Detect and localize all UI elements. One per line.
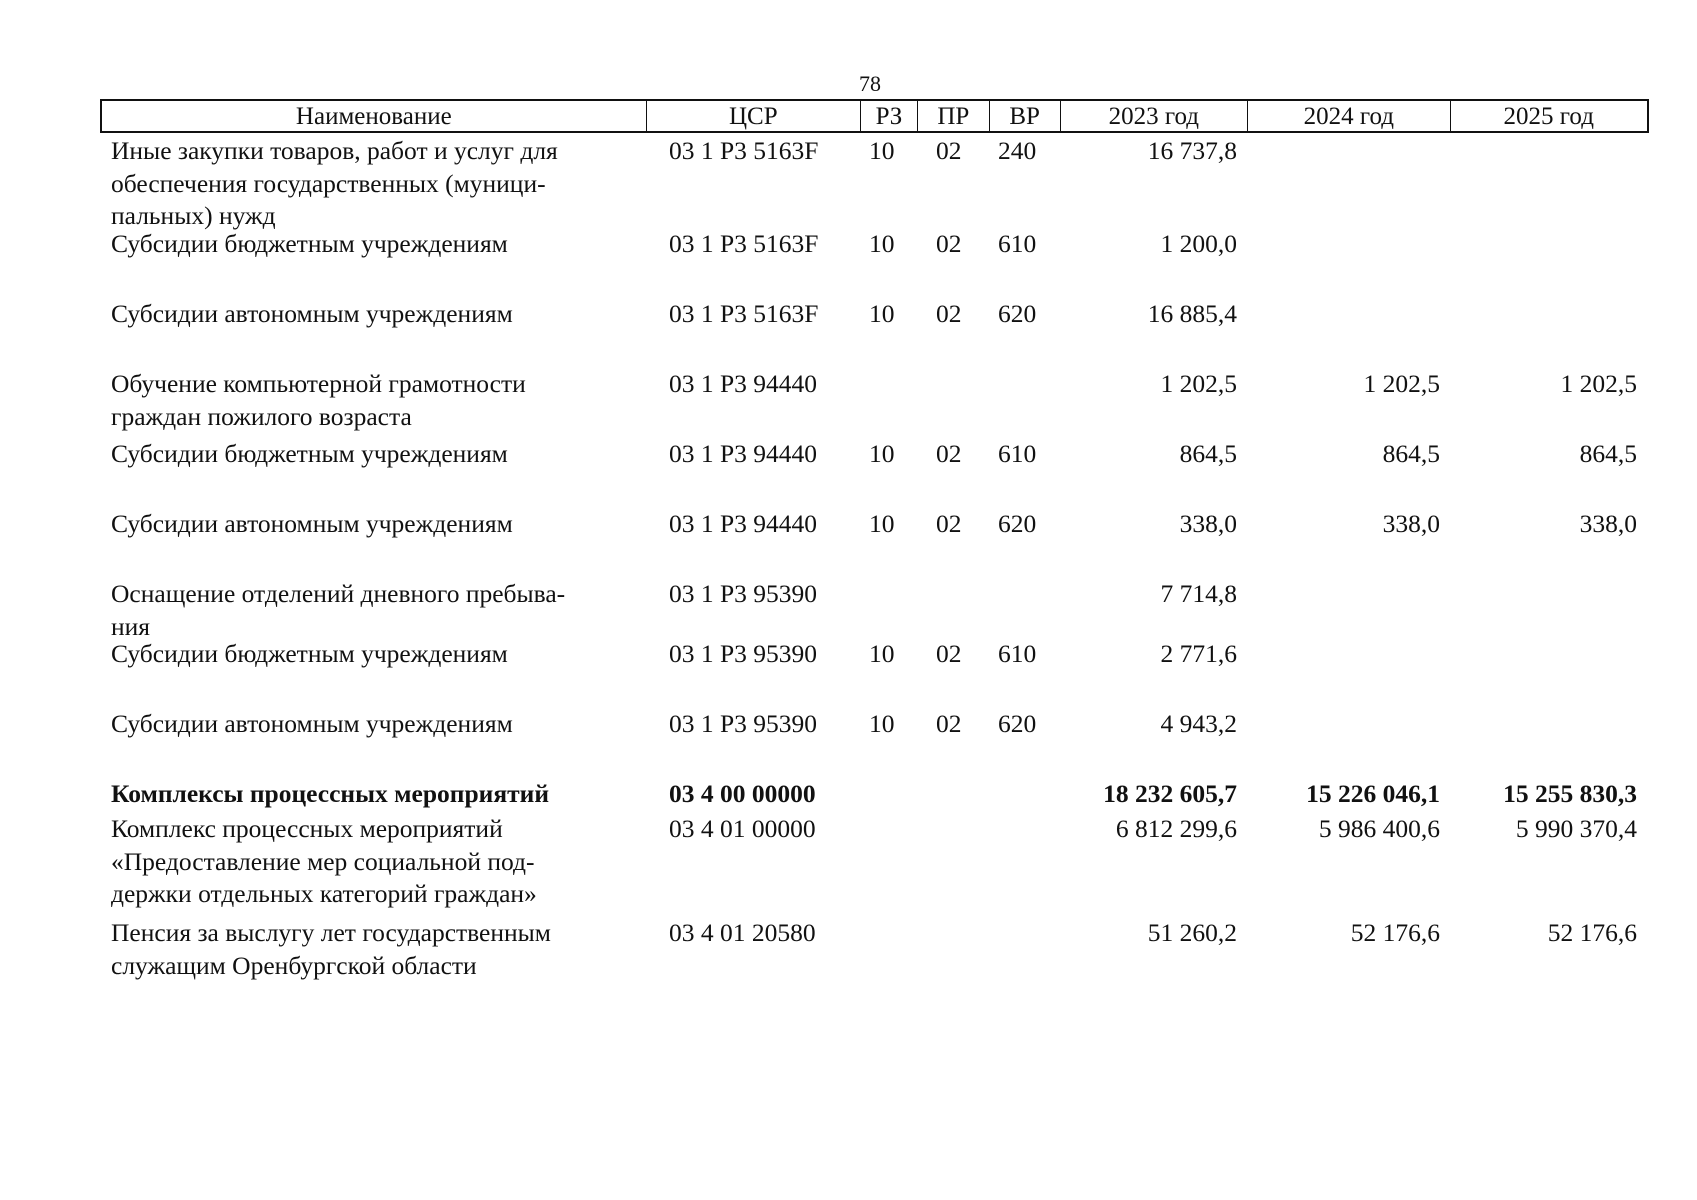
table-row bbox=[100, 438, 1649, 471]
row-csr: 03 1 Р3 94440 bbox=[669, 369, 818, 398]
row-y2025 bbox=[1452, 228, 1649, 261]
row-csr: 03 1 Р3 95390 bbox=[669, 639, 818, 668]
table-row bbox=[100, 298, 1649, 331]
row-name-line: Комплексы процессных мероприятий bbox=[111, 779, 550, 808]
row-name-line: Субсидии бюджетным учреждениям bbox=[111, 439, 508, 468]
row-name bbox=[100, 228, 646, 261]
row-rz: 10 bbox=[869, 509, 895, 538]
row-name bbox=[100, 368, 646, 433]
row-y2025: 15 255 830,3 bbox=[1503, 779, 1637, 808]
row-vr: 610 bbox=[998, 439, 1037, 468]
row-y2023: 1 200,0 bbox=[1160, 229, 1237, 258]
row-csr: 03 1 Р3 5163F bbox=[669, 299, 819, 328]
row-rz bbox=[861, 813, 918, 911]
header-name: Наименование bbox=[102, 101, 647, 131]
row-pr: 02 bbox=[936, 709, 962, 738]
row-pr: 02 bbox=[936, 299, 962, 328]
row-rz bbox=[861, 578, 918, 643]
row-name bbox=[100, 135, 646, 233]
table-row bbox=[100, 578, 1649, 643]
row-y2023: 7 714,8 bbox=[1160, 579, 1237, 608]
row-name bbox=[100, 298, 646, 331]
row-name-line: служащим Оренбургской области bbox=[111, 950, 477, 980]
row-vr: 610 bbox=[998, 639, 1037, 668]
row-pr: 02 bbox=[936, 136, 962, 165]
row-name bbox=[100, 638, 646, 671]
row-y2024: 52 176,6 bbox=[1350, 918, 1440, 947]
row-y2023: 16 885,4 bbox=[1147, 299, 1237, 328]
row-y2025 bbox=[1452, 638, 1649, 671]
row-name bbox=[100, 778, 646, 811]
row-y2024: 864,5 bbox=[1382, 439, 1440, 468]
row-rz: 10 bbox=[869, 639, 895, 668]
table-row bbox=[100, 508, 1649, 541]
row-y2024 bbox=[1249, 135, 1452, 233]
row-pr: 02 bbox=[936, 439, 962, 468]
row-y2024 bbox=[1249, 638, 1452, 671]
row-y2024 bbox=[1249, 298, 1452, 331]
row-y2025: 52 176,6 bbox=[1547, 918, 1637, 947]
row-y2024: 1 202,5 bbox=[1363, 369, 1440, 398]
table-row bbox=[100, 778, 1649, 811]
row-name-line: Субсидии бюджетным учреждениям bbox=[111, 229, 508, 258]
row-csr: 03 1 Р3 94440 bbox=[669, 439, 818, 468]
row-name-line: держки отдельных категорий граждан» bbox=[111, 879, 537, 908]
table-header bbox=[100, 99, 1649, 133]
table-row bbox=[100, 368, 1649, 433]
header-2024: 2024 год bbox=[1248, 101, 1450, 131]
row-vr: 240 bbox=[998, 136, 1037, 165]
row-name bbox=[100, 438, 646, 471]
table-row bbox=[100, 228, 1649, 261]
header-vr: ВР bbox=[990, 101, 1061, 131]
row-rz bbox=[861, 368, 918, 433]
row-pr bbox=[918, 813, 990, 911]
row-pr bbox=[918, 917, 990, 982]
row-vr bbox=[990, 778, 1061, 811]
row-name-line: Оснащение отделений дневного пребыва- bbox=[111, 579, 566, 608]
row-name-line: ния bbox=[111, 611, 151, 641]
row-y2025: 1 202,5 bbox=[1560, 369, 1637, 398]
row-name bbox=[100, 508, 646, 541]
row-name-line: пальных) нужд bbox=[111, 201, 276, 230]
row-y2023: 1 202,5 bbox=[1160, 369, 1237, 398]
row-csr: 03 4 01 00000 bbox=[669, 814, 816, 843]
row-vr: 620 bbox=[998, 299, 1037, 328]
row-y2025: 338,0 bbox=[1579, 509, 1637, 538]
row-name-line: граждан пожилого возраста bbox=[111, 401, 412, 431]
row-rz bbox=[861, 917, 918, 982]
row-name-line: «Предоставление мер социальной под- bbox=[111, 846, 535, 876]
row-vr bbox=[990, 813, 1061, 911]
row-vr bbox=[990, 578, 1061, 643]
row-y2023: 864,5 bbox=[1179, 439, 1237, 468]
row-rz: 10 bbox=[869, 299, 895, 328]
row-rz bbox=[861, 778, 918, 811]
row-y2024: 15 226 046,1 bbox=[1306, 779, 1440, 808]
row-csr: 03 1 Р3 95390 bbox=[669, 709, 818, 738]
row-vr: 610 bbox=[998, 229, 1037, 258]
row-y2023: 18 232 605,7 bbox=[1103, 779, 1237, 808]
row-csr: 03 1 Р3 5163F bbox=[669, 229, 819, 258]
row-vr bbox=[990, 917, 1061, 982]
row-y2025 bbox=[1452, 578, 1649, 643]
row-csr: 03 1 Р3 95390 bbox=[669, 579, 818, 608]
row-rz: 10 bbox=[869, 439, 895, 468]
row-name-line: Субсидии автономным учреждениям bbox=[111, 299, 513, 328]
row-y2024 bbox=[1249, 228, 1452, 261]
row-csr: 03 1 Р3 5163F bbox=[669, 136, 819, 165]
row-csr: 03 4 01 20580 bbox=[669, 918, 816, 947]
row-name-line: Иные закупки товаров, работ и услуг для bbox=[111, 136, 558, 165]
row-vr bbox=[990, 368, 1061, 433]
row-name-line: Пенсия за выслугу лет государственным bbox=[111, 918, 551, 947]
row-y2023: 4 943,2 bbox=[1160, 709, 1237, 738]
row-y2025: 864,5 bbox=[1579, 439, 1637, 468]
table-row bbox=[100, 638, 1649, 671]
header-rz: РЗ bbox=[861, 101, 918, 131]
row-name-line: обеспечения государственных (муници- bbox=[111, 168, 546, 198]
row-pr bbox=[918, 578, 990, 643]
row-rz: 10 bbox=[869, 229, 895, 258]
row-y2025: 5 990 370,4 bbox=[1515, 814, 1637, 843]
table-row bbox=[100, 813, 1649, 911]
row-y2023: 51 260,2 bbox=[1147, 918, 1237, 947]
page-number: 78 bbox=[859, 71, 881, 96]
row-y2024: 338,0 bbox=[1382, 509, 1440, 538]
table-row bbox=[100, 135, 1649, 233]
header-2023: 2023 год bbox=[1061, 101, 1249, 131]
header-csr: ЦСР bbox=[647, 101, 861, 131]
row-name bbox=[100, 813, 646, 911]
row-name-line: Субсидии автономным учреждениям bbox=[111, 509, 513, 538]
row-name bbox=[100, 708, 646, 741]
row-csr: 03 4 00 00000 bbox=[669, 779, 816, 808]
row-y2024 bbox=[1249, 708, 1452, 741]
row-rz: 10 bbox=[869, 136, 895, 165]
row-vr: 620 bbox=[998, 709, 1037, 738]
row-pr: 02 bbox=[936, 639, 962, 668]
row-pr: 02 bbox=[936, 229, 962, 258]
row-rz: 10 bbox=[869, 709, 895, 738]
row-y2025 bbox=[1452, 708, 1649, 741]
table-row bbox=[100, 917, 1649, 982]
row-name-line: Обучение компьютерной грамотности bbox=[111, 369, 526, 398]
row-y2025 bbox=[1452, 135, 1649, 233]
row-name-line: Комплекс процессных мероприятий bbox=[111, 814, 503, 843]
table-row bbox=[100, 708, 1649, 741]
row-y2023: 338,0 bbox=[1179, 509, 1237, 538]
row-name-line: Субсидии автономным учреждениям bbox=[111, 709, 513, 738]
row-y2024 bbox=[1249, 578, 1452, 643]
row-csr: 03 1 Р3 94440 bbox=[669, 509, 818, 538]
row-name-line: Субсидии бюджетным учреждениям bbox=[111, 639, 508, 668]
row-y2025 bbox=[1452, 298, 1649, 331]
header-2025: 2025 год bbox=[1503, 103, 1594, 130]
header-pr: ПР bbox=[918, 101, 990, 131]
row-pr bbox=[918, 778, 990, 811]
row-name bbox=[100, 578, 646, 643]
row-y2023: 16 737,8 bbox=[1147, 136, 1237, 165]
row-y2023: 6 812 299,6 bbox=[1115, 814, 1237, 843]
row-y2023: 2 771,6 bbox=[1160, 639, 1237, 668]
row-name bbox=[100, 917, 646, 982]
row-vr: 620 bbox=[998, 509, 1037, 538]
row-y2024: 5 986 400,6 bbox=[1318, 814, 1440, 843]
row-pr: 02 bbox=[936, 509, 962, 538]
row-pr bbox=[918, 368, 990, 433]
